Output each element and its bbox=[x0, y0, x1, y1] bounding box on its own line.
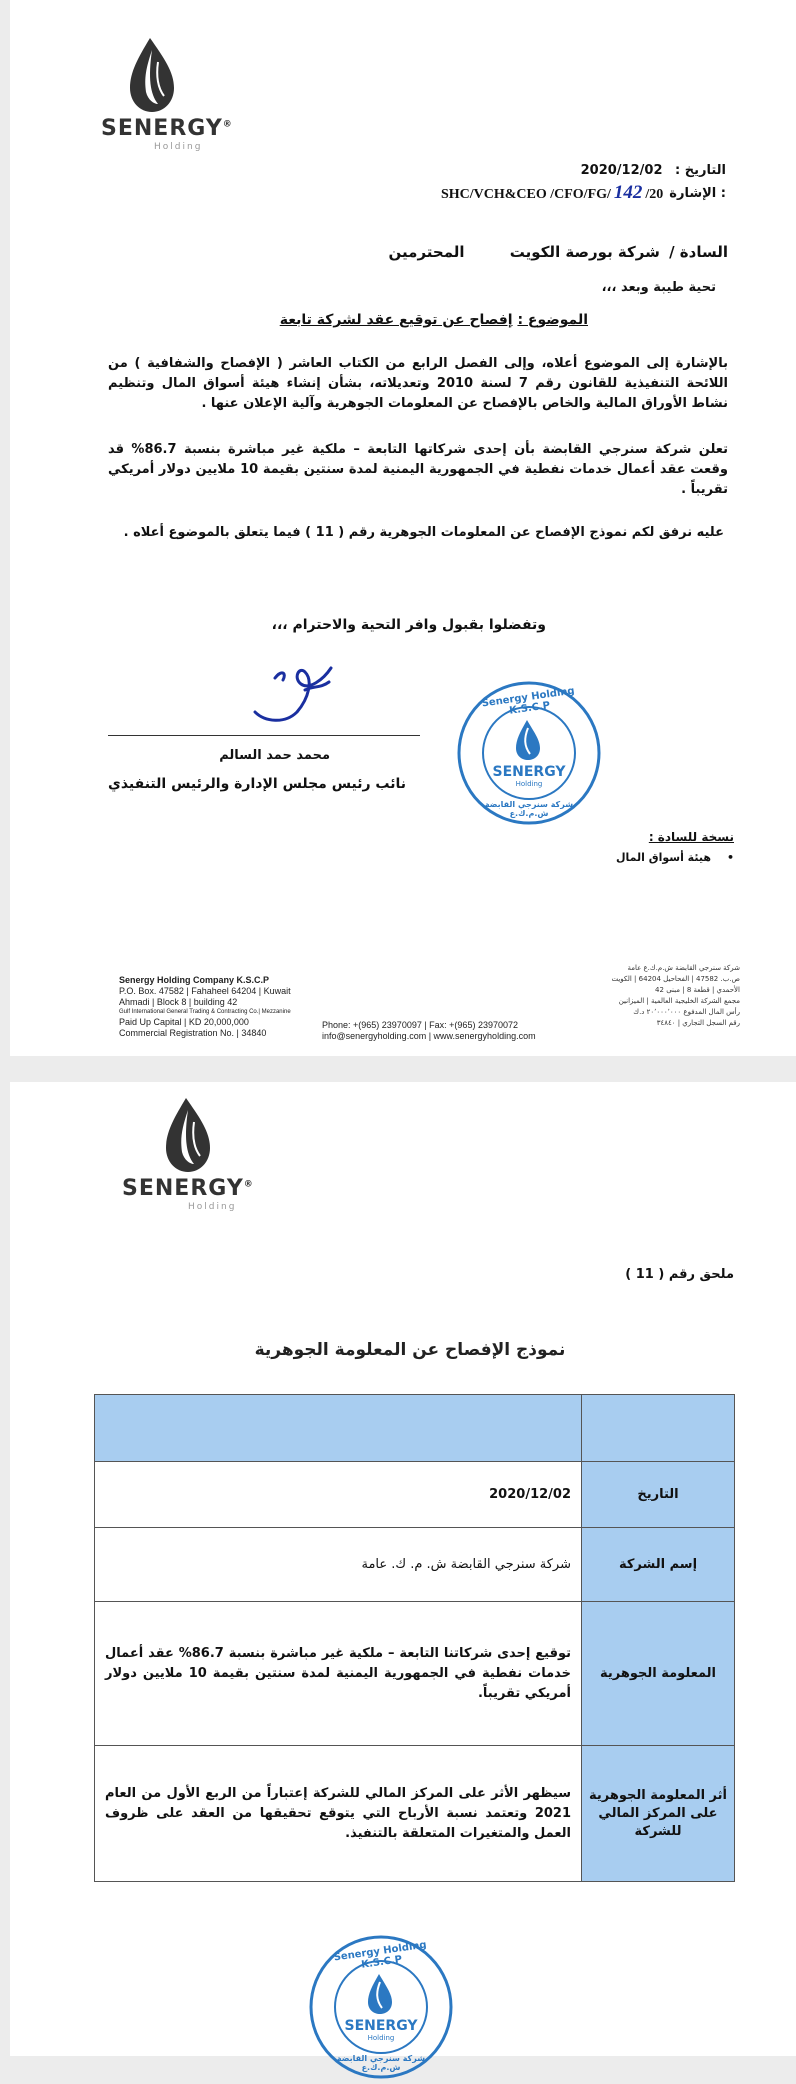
footer-registration: Commercial Registration No. | 34840 bbox=[119, 1028, 267, 1038]
stamp-sub: Holding bbox=[367, 2034, 395, 2042]
stamp-bottom-text: شركة سنرجي القابضة ش.م.ك.ع bbox=[336, 2054, 426, 2072]
stamp-sub: Holding bbox=[515, 780, 543, 788]
footer-ar-5: رأس المال المدفوع ٢٠٬٠٠٠٬٠٠٠ د.ك bbox=[633, 1008, 740, 1016]
reference-suffix: /20 bbox=[645, 187, 664, 202]
annex-title: نموذج الإفصاح عن المعلومة الجوهرية bbox=[254, 1340, 566, 1360]
logo-subtitle: Holding bbox=[188, 1202, 237, 1212]
paragraph-2: تعلن شركة سنرجي القابضة بأن إحدى شركاتها التابعة – ملكية غير مباشرة بنسبة 86.7% قد وقعت عقد أعمال خدمات نفطية في الجمهورية اليمنية لمدة سنتين بقيمة 10 ملايين دولار أمريكي تقريباً . bbox=[108, 442, 728, 497]
logo-registered-mark: ® bbox=[243, 1179, 254, 1190]
stamp-center: SENERGY bbox=[492, 764, 566, 780]
footer-ar-3: الأحمدي | قطعة 8 | مبنى 42 bbox=[655, 986, 740, 994]
stamp-top-text: Senergy Holding K.S.C.P bbox=[333, 1939, 428, 1971]
date-line bbox=[581, 163, 726, 178]
signer-title: نائب رئيس مجلس الإدارة والرئيس التنفيذي bbox=[108, 776, 406, 792]
footer-address-1: P.O. Box. 47582 | Fahaheel 64204 | Kuwait bbox=[119, 986, 291, 996]
logo-registered-mark: ® bbox=[222, 119, 233, 130]
row-company-value: شركة سنرجي القابضة ش. م. ك. عامة bbox=[95, 1528, 582, 1602]
closing-line: وتفضلوا بقبول وافر التحية والاحترام ،،، bbox=[271, 617, 546, 633]
stamp-center: SENERGY bbox=[344, 2018, 418, 2034]
footer-ar-1: شركة سنرجي القابضة ش.م.ك.ع عامة bbox=[627, 964, 740, 972]
disclosure-table bbox=[94, 1394, 735, 1882]
annex-label: ملحق رقم ( 11 ) bbox=[625, 1267, 734, 1282]
table-row bbox=[95, 1746, 735, 1882]
honorific: المحترمين bbox=[388, 243, 465, 261]
logo-subtitle: Holding bbox=[154, 142, 203, 152]
row-material-info-label: المعلومة الجوهرية bbox=[582, 1602, 735, 1746]
drop-logo-icon bbox=[110, 1094, 270, 1176]
row-financial-impact-value: سيظهر الأثر على المركز المالي للشركة إعتباراً من الربع الأول من العام 2021 وتعتمد نسبة الأرباح التي يتوقع تحقيقها من العقد على ظروف العمل والمتغيرات المتعلقة بالتنفيذ. bbox=[95, 1746, 582, 1882]
stamp-bottom-text: شركة سنرجي القابضة ش.م.ك.ع bbox=[484, 800, 574, 818]
cc-item: •هيئة أسواق المال bbox=[615, 851, 734, 864]
footer-address-3: Gulf International General Trading & Contracting Co.| Mezzanine bbox=[119, 1009, 291, 1015]
row-date-value: 2020/12/02 bbox=[95, 1462, 582, 1528]
date-label: التاريخ : bbox=[675, 163, 726, 178]
paragraph-1: بالإشارة إلى الموضوع أعلاه، وإلى الفصل الرابع من الكتاب العاشر ( الإفصاح والشفافية ) من اللائحة التنفيذية للقانون رقم 7 لسنة 2010 وتعديلاته، بشأن إنشاء هيئة أسواق المال وتنظيم نشاط الأوراق المالية والخاص بالإفصاح عن المعلومات الجوهرية وآلية الإعلان عنها . bbox=[108, 356, 728, 411]
row-company-label: إسم الشركة bbox=[582, 1528, 735, 1602]
footer-web: info@senergyholding.com | www.senergyholding.com bbox=[322, 1031, 536, 1041]
stamp-top-text: Senergy Holding K.S.C.P bbox=[481, 685, 576, 717]
signature-line bbox=[108, 735, 420, 736]
reference-line bbox=[441, 182, 726, 204]
row-material-info-value: توقيع إحدى شركاتنا التابعة – ملكية غير مباشرة بنسبة 86.7% عقد أعمال خدمات نفطية في الجمهورية اليمنية لمدة سنتين بقيمة 10 ملايين دولار أمريكي تقريباً. bbox=[95, 1602, 582, 1746]
footer-ar-4: مجمع الشركة الخليجية العالمية | الميزانين bbox=[618, 997, 740, 1005]
cc-item-text: هيئة أسواق المال bbox=[615, 851, 711, 864]
logo-name: SENERGY bbox=[122, 1176, 244, 1201]
addressee-prefix: السادة / bbox=[669, 243, 728, 261]
subject-text: إفصاح عن توقيع عقد لشركة تابعة bbox=[279, 312, 513, 328]
senergy-logo bbox=[88, 34, 233, 154]
senergy-logo-annex bbox=[110, 1094, 270, 1214]
drop-logo-icon bbox=[88, 34, 218, 116]
footer-english bbox=[119, 975, 319, 1039]
company-stamp-annex bbox=[308, 1934, 454, 2080]
row-financial-impact-label: أثر المعلومة الجوهرية على المركز المالي للشركة bbox=[582, 1746, 735, 1882]
table-row bbox=[95, 1462, 735, 1528]
table-row bbox=[95, 1602, 735, 1746]
cc-label: نسخة للسادة : bbox=[648, 830, 734, 844]
letter-page bbox=[10, 0, 796, 1056]
footer-company: Senergy Holding Company K.S.C.P bbox=[119, 975, 270, 985]
table-row bbox=[95, 1528, 735, 1602]
logo-name: SENERGY bbox=[101, 116, 223, 141]
handwritten-signature bbox=[235, 650, 355, 730]
greeting: تحية طيبة وبعد ،،، bbox=[601, 280, 716, 295]
footer-address-2: Ahmadi | Block 8 | building 42 bbox=[119, 997, 238, 1007]
date-value: 2020/12/02 bbox=[580, 163, 663, 178]
addressee-line bbox=[389, 243, 728, 261]
subject-line bbox=[280, 312, 588, 328]
subject-label: الموضوع : bbox=[517, 312, 588, 328]
reference-value: SHC/VCH&CEO /CFO/FG/ bbox=[440, 187, 611, 202]
company-stamp bbox=[456, 680, 602, 826]
reference-label: الإشارة : bbox=[669, 185, 726, 201]
footer-ar-6: رقم السجل التجاري | ٣٤٨٤٠ bbox=[656, 1019, 740, 1027]
footer-contact bbox=[322, 1020, 582, 1042]
table-header-row bbox=[95, 1395, 735, 1462]
footer-capital: Paid Up Capital | KD 20,000,000 bbox=[119, 1017, 249, 1027]
annex-page bbox=[10, 1082, 796, 2072]
table-header-label-cell bbox=[582, 1395, 735, 1462]
table-header-value-cell bbox=[95, 1395, 582, 1462]
footer-arabic bbox=[570, 963, 740, 1029]
row-date-label: التاريخ bbox=[582, 1462, 735, 1528]
footer-ar-2: ص.ب. 47582 | الفحاحيل 64204 | الكويت bbox=[611, 975, 740, 983]
footer-phone: Phone: +(965) 23970097 | Fax: +(965) 23970072 bbox=[322, 1020, 518, 1030]
signer-name: محمد حمد السالم bbox=[219, 748, 330, 763]
addressee-name: شركة بورصة الكويت bbox=[509, 243, 660, 261]
reference-number: 142 bbox=[613, 182, 643, 203]
paragraph-3: عليه نرفق لكم نموذج الإفصاح عن المعلومات الجوهرية رقم ( 11 ) فيما يتعلق بالموضوع أعلاه . bbox=[123, 525, 724, 540]
